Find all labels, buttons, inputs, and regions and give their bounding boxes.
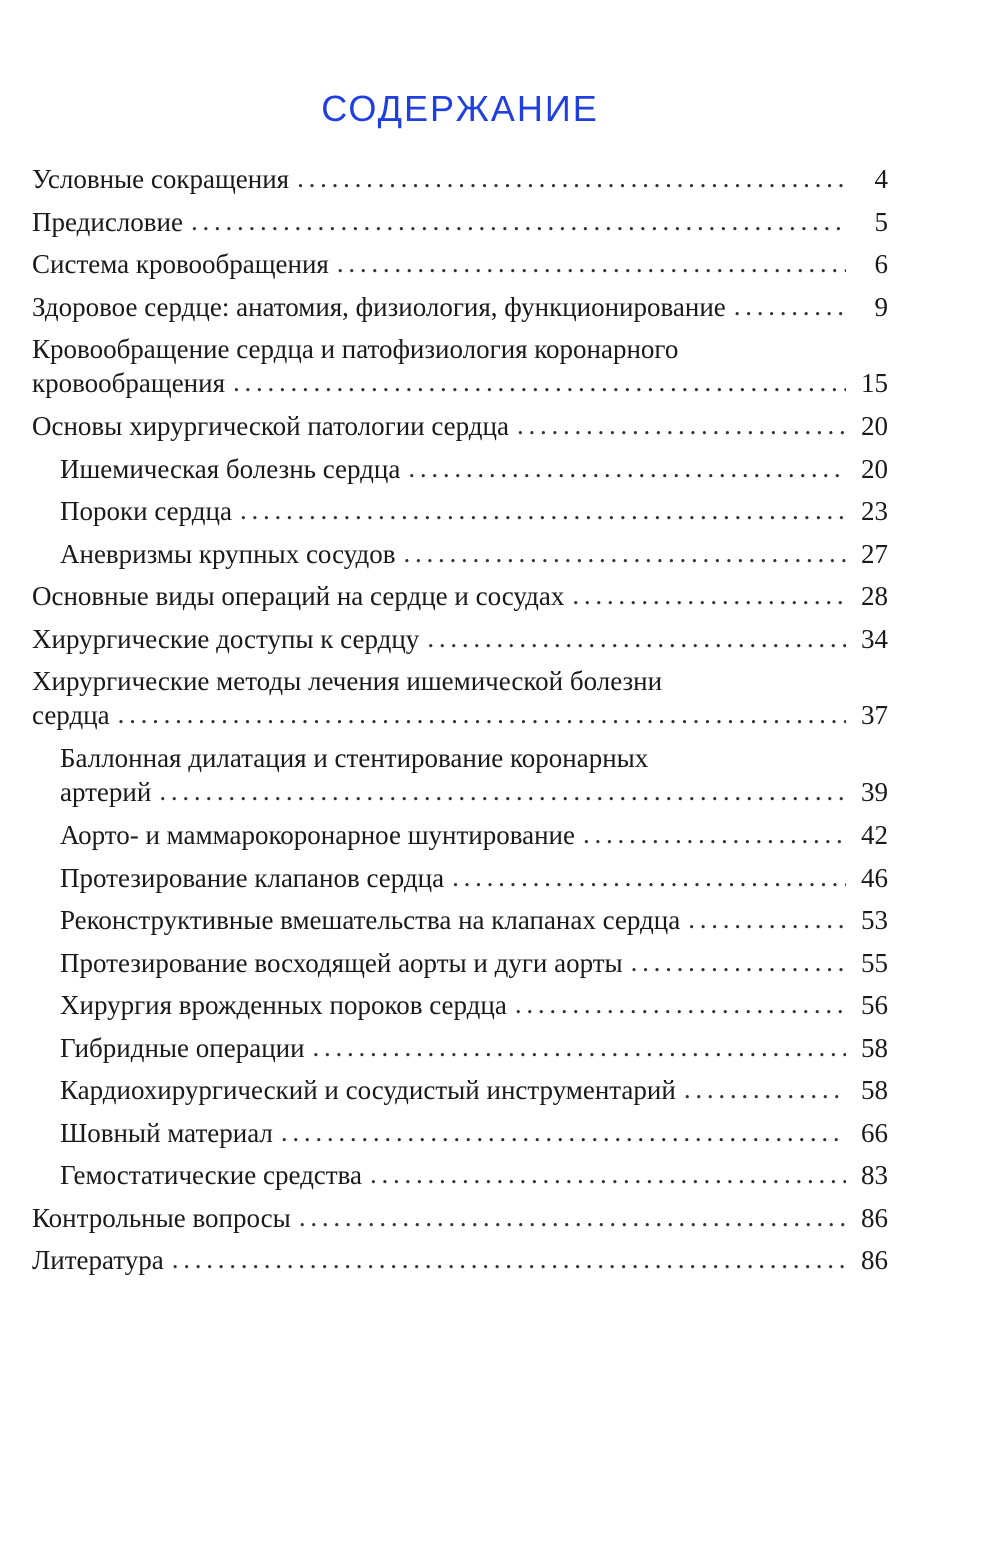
toc-entry-page-number: 23 bbox=[861, 496, 888, 526]
toc-entry-page-number: 58 bbox=[861, 1032, 888, 1063]
dot-leader bbox=[734, 289, 846, 323]
dot-leader bbox=[297, 161, 846, 195]
toc-entry-page-number: 56 bbox=[861, 990, 888, 1020]
toc-entry-page-number: 46 bbox=[861, 862, 888, 893]
toc-entry[interactable] bbox=[32, 664, 888, 741]
toc-entry-page-number: 86 bbox=[861, 1202, 888, 1233]
toc-entry-page-number: 4 bbox=[874, 164, 888, 194]
toc-entry-page-number: 9 bbox=[874, 291, 888, 322]
toc-entry-page-number: 39 bbox=[861, 777, 888, 807]
toc-entry-title: Кардиохирургический и сосудистый инструментарий bbox=[60, 1075, 676, 1105]
table-of-contents bbox=[32, 162, 888, 1286]
toc-entry-title: артерий bbox=[60, 777, 152, 807]
dot-leader bbox=[118, 697, 846, 731]
toc-entry[interactable] bbox=[32, 622, 888, 665]
toc-entry[interactable] bbox=[32, 290, 888, 333]
toc-entry[interactable] bbox=[60, 494, 888, 537]
toc-entry[interactable] bbox=[60, 1073, 888, 1116]
dot-leader bbox=[427, 621, 846, 655]
dot-leader bbox=[313, 1030, 846, 1064]
toc-entry-title: Гемостатические средства bbox=[60, 1160, 362, 1190]
toc-entry[interactable] bbox=[60, 903, 888, 946]
dot-leader bbox=[404, 536, 846, 570]
toc-entry[interactable] bbox=[60, 741, 888, 818]
toc-entry[interactable] bbox=[32, 332, 888, 409]
dot-leader bbox=[159, 774, 846, 808]
toc-entry-title-line1: Хирургические методы лечения ишемической болезни bbox=[32, 666, 663, 696]
toc-entry-title: Пороки сердца bbox=[60, 496, 232, 526]
toc-entry-page-number: 27 bbox=[861, 538, 888, 569]
dot-leader bbox=[572, 578, 846, 612]
toc-entry[interactable] bbox=[32, 579, 888, 622]
toc-entry-page-number: 58 bbox=[861, 1075, 888, 1105]
toc-entry-page-number: 83 bbox=[861, 1160, 888, 1190]
toc-entry-page-number: 20 bbox=[861, 453, 888, 484]
dot-leader bbox=[688, 902, 846, 936]
toc-entry-page-number: 86 bbox=[861, 1245, 888, 1275]
toc-entry[interactable] bbox=[32, 205, 888, 248]
toc-entry-title: Аорто- и маммарокоронарное шунтирование bbox=[60, 820, 575, 850]
toc-entry-title: Шовный материал bbox=[60, 1117, 273, 1148]
toc-entry-title-line1: Баллонная дилатация и стентирование коронарных bbox=[60, 743, 649, 773]
dot-leader bbox=[515, 987, 846, 1021]
dot-leader bbox=[233, 365, 846, 399]
toc-entry[interactable] bbox=[32, 409, 888, 452]
dot-leader bbox=[337, 246, 846, 280]
dot-leader bbox=[172, 1242, 846, 1276]
toc-entry[interactable] bbox=[60, 1116, 888, 1159]
toc-entry[interactable] bbox=[60, 988, 888, 1031]
dot-leader bbox=[281, 1115, 846, 1149]
toc-entry-title-line1: Кровообращение сердца и патофизиология коронарного bbox=[32, 334, 679, 364]
toc-entry-title: Литература bbox=[32, 1245, 164, 1275]
toc-entry-page-number: 34 bbox=[861, 623, 888, 654]
toc-entry-page-number: 42 bbox=[861, 820, 888, 850]
toc-entry-title: Предисловие bbox=[32, 206, 183, 237]
dot-leader bbox=[408, 451, 846, 485]
toc-entry-title: Хирургические доступы к сердцу bbox=[32, 623, 420, 654]
toc-entry[interactable] bbox=[60, 1158, 888, 1201]
toc-entry-title: Основы хирургической патологии сердца bbox=[32, 411, 509, 441]
toc-entry-title: Гибридные операции bbox=[60, 1032, 305, 1063]
toc-entry[interactable] bbox=[32, 162, 888, 205]
toc-entry-title: Протезирование клапанов сердца bbox=[60, 862, 445, 893]
toc-entry-title: сердца bbox=[32, 700, 110, 730]
toc-entry[interactable] bbox=[60, 818, 888, 861]
toc-entry-page-number: 6 bbox=[874, 249, 888, 279]
dot-leader bbox=[299, 1200, 846, 1234]
toc-entry-title: Система кровообращения bbox=[32, 249, 329, 279]
dot-leader bbox=[452, 860, 846, 894]
toc-entry[interactable] bbox=[32, 247, 888, 290]
dot-leader bbox=[583, 817, 846, 851]
toc-entry[interactable] bbox=[60, 861, 888, 904]
dot-leader bbox=[684, 1072, 846, 1106]
dot-leader bbox=[370, 1157, 846, 1191]
page-title: СОДЕРЖАНИЕ bbox=[321, 88, 599, 129]
toc-entry-title: Основные виды операций на сердце и сосудах bbox=[32, 581, 565, 611]
toc-entry[interactable] bbox=[60, 1031, 888, 1074]
toc-entry-title: Аневризмы крупных сосудов bbox=[60, 538, 396, 569]
toc-entry[interactable] bbox=[32, 1243, 888, 1286]
toc-entry[interactable] bbox=[60, 946, 888, 989]
dot-leader bbox=[191, 204, 846, 238]
toc-entry-page-number: 53 bbox=[861, 905, 888, 935]
toc-entry-page-number: 15 bbox=[861, 368, 888, 398]
toc-entry-page-number: 20 bbox=[861, 411, 888, 441]
toc-entry-page-number: 37 bbox=[861, 700, 888, 730]
toc-entry-title: Условные сокращения bbox=[32, 164, 290, 194]
toc-entry-title: Здоровое сердце: анатомия, физиология, функционирование bbox=[32, 291, 726, 322]
toc-entry-title: Реконструктивные вмешательства на клапанах сердца bbox=[60, 905, 681, 935]
toc-entry-page-number: 55 bbox=[861, 947, 888, 978]
toc-entry-title: Контрольные вопросы bbox=[32, 1202, 291, 1233]
toc-entry-page-number: 5 bbox=[874, 206, 888, 237]
toc-entry-title: Хирургия врожденных пороков сердца bbox=[60, 990, 507, 1020]
dot-leader bbox=[240, 493, 846, 527]
toc-entry-page-number: 66 bbox=[861, 1117, 888, 1148]
toc-entry[interactable] bbox=[60, 452, 888, 495]
toc-entry[interactable] bbox=[32, 1201, 888, 1244]
toc-entry-title: Протезирование восходящей аорты и дуги аорты bbox=[60, 947, 623, 978]
toc-entry[interactable] bbox=[60, 537, 888, 580]
toc-entry-page-number: 28 bbox=[861, 581, 888, 611]
dot-leader bbox=[631, 945, 846, 979]
toc-entry-title: кровообращения bbox=[32, 368, 225, 398]
toc-entry-title: Ишемическая болезнь сердца bbox=[60, 453, 401, 484]
dot-leader bbox=[517, 408, 846, 442]
